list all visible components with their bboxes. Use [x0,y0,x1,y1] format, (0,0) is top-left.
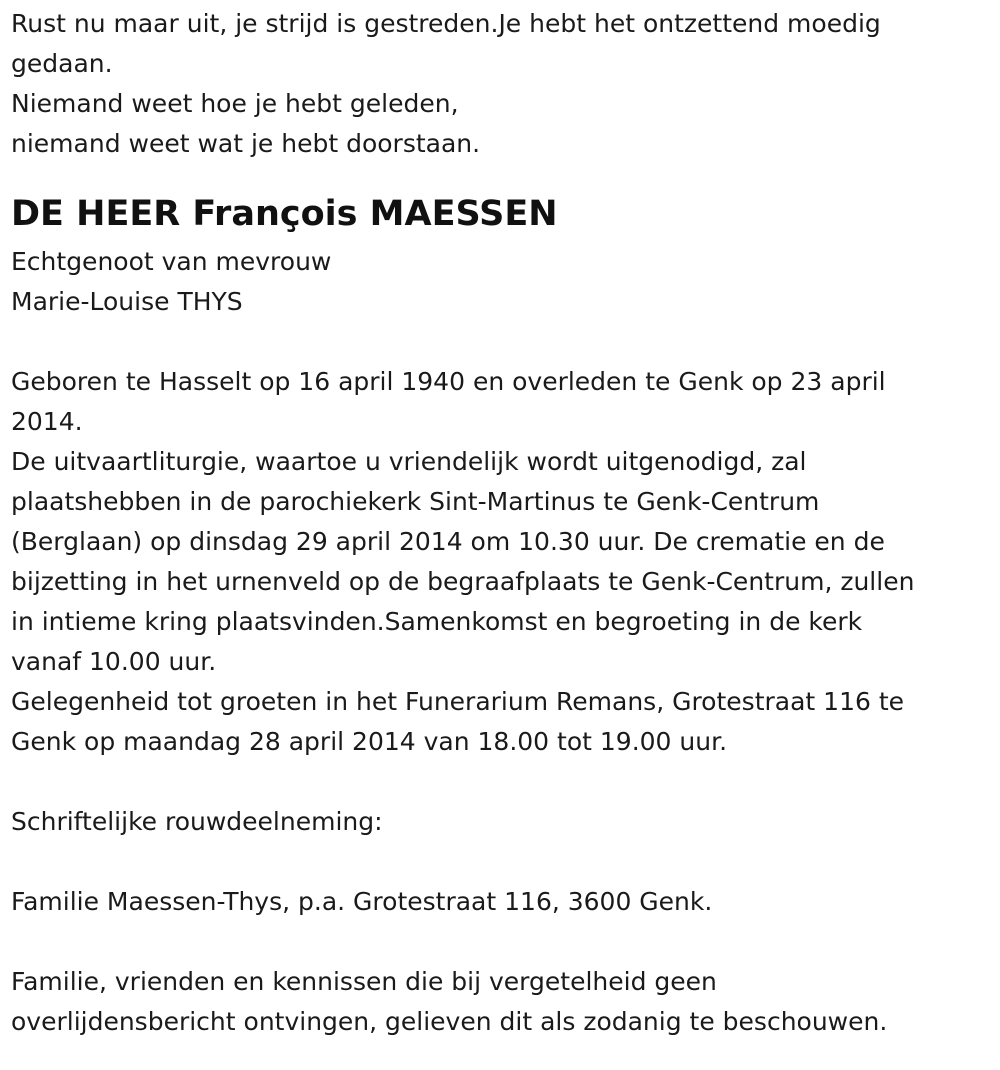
ceremony-details [11,362,986,762]
spacer [11,762,986,802]
poem-line: niemand weet wat je hebt doorstaan. [11,129,481,158]
body-line: (Berglaan) op dinsdag 29 april 2014 om 10.30 uur. De crematie en de [11,527,885,556]
poem-line: Niemand weet hoe je hebt geleden, [11,89,459,118]
closing-note [11,962,986,1042]
closing-line: Familie, vrienden en kennissen die bij vergetelheid geen [11,967,717,996]
body-line: in intieme kring plaatsvinden.Samenkomst en begroeting in de kerk [11,607,863,636]
deceased-name: DE HEER François MAESSEN [11,194,558,234]
spouse-name: Marie-Louise THYS [11,287,243,316]
poem [11,4,986,164]
body-line: 2014. [11,407,83,436]
poem-line: Rust nu maar uit, je strijd is gestreden.Je hebt het ontzettend moedig [11,9,881,38]
body-line: Geboren te Hasselt op 16 april 1940 en overleden te Genk op 23 april [11,367,886,396]
spouse-info [11,242,986,322]
body-line: Genk op maandag 28 april 2014 van 18.00 tot 19.00 uur. [11,727,728,756]
body-line: bijzetting in het urnenveld op de begraafplaats te Genk-Centrum, zullen [11,567,915,596]
body-line: plaatshebben in de parochiekerk Sint-Martinus te Genk-Centrum [11,487,820,516]
spacer [11,922,986,962]
spouse-line: Echtgenoot van mevrouw [11,247,332,276]
body-line: vanaf 10.00 uur. [11,647,217,676]
spacer [11,322,986,362]
closing-line: overlijdensbericht ontvingen, gelieven dit als zodanig te beschouwen. [11,1007,888,1036]
spacer [11,842,986,882]
condolence-label: Schriftelijke rouwdeelneming: [11,807,383,836]
obituary-document [11,4,986,1042]
body-line: Gelegenheid tot groeten in het Funerarium Remans, Grotestraat 116 te [11,687,905,716]
body-line: De uitvaartliturgie, waartoe u vriendelijk wordt uitgenodigd, zal [11,447,807,476]
condolence-address: Familie Maessen-Thys, p.a. Grotestraat 116, 3600 Genk. [11,887,713,916]
poem-line: gedaan. [11,49,113,78]
